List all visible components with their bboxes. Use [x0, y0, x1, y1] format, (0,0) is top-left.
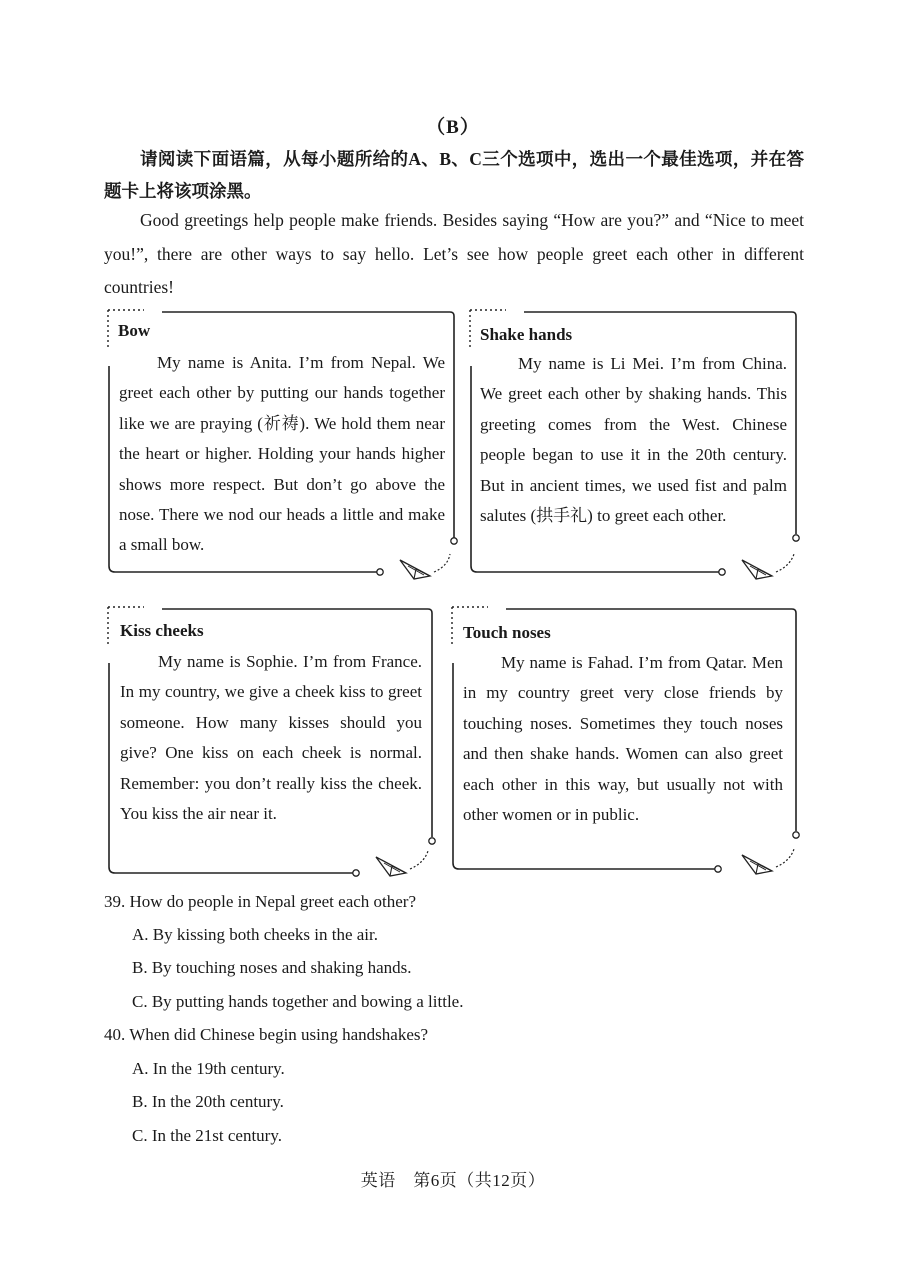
question-40-option-c[interactable]: C. In the 21st century. — [132, 1126, 282, 1145]
card-bow — [104, 308, 464, 586]
page-footer: 英语 第6页（共12页） — [360, 1171, 546, 1190]
card-title: Kiss cheeks — [120, 621, 204, 640]
card-body: My name is Sophie. I’m from France. In my country, we give a cheek kiss to greet someone. How many kisses should you give? One kiss on each cheek is normal. Remember: you don’t really kiss the cheek. You kiss the air near it. — [120, 652, 422, 824]
card-title: Touch noses — [463, 623, 551, 642]
card-touch-noses — [448, 605, 806, 883]
card-body: My name is Anita. I’m from Nepal. We greet each other by putting our hands together like we are praying (祈祷). We hold them near the heart or higher. Holding your hands higher shows more respect. But don’t go above the nose. There we nod our heads a little and make a small bow. — [119, 353, 445, 555]
paper-plane-icon — [742, 849, 794, 874]
card-title: Shake hands — [480, 325, 573, 344]
question-40: 40. When did Chinese begin using handshakes? — [104, 1025, 429, 1044]
paper-plane-icon — [376, 851, 428, 876]
card-body: My name is Fahad. I’m from Qatar. Men in my country greet very close friends by touching noses. Sometimes they touch noses and then shake hands. Women can also greet each other in this way, but usually not with other women or in public. — [463, 653, 783, 825]
intro-paragraph: Good greetings help people make friends. Besides saying “How are you?” and “Nice to meet you!”, there are other ways to say hello. Let’s see how people greet each other in different countries! — [104, 210, 804, 297]
card-kiss-cheeks — [104, 605, 444, 883]
question-39: 39. How do people in Nepal greet each other? — [104, 892, 417, 911]
question-39-option-b[interactable]: B. By touching noses and shaking hands. — [132, 958, 412, 977]
paper-plane-icon — [742, 554, 794, 579]
card-body: My name is Li Mei. I’m from China. We greet each other by shaking hands. This greeting comes from the West. Chinese people began to use it in the 20th century. But in ancient times, we used fist and palm salutes (拱手礼) to greet each other. — [480, 354, 787, 526]
question-40-option-a[interactable]: A. In the 19th century. — [132, 1059, 285, 1078]
card-title: Bow — [118, 321, 151, 340]
question-39-option-a[interactable]: A. By kissing both cheeks in the air. — [132, 925, 379, 944]
question-40-option-b[interactable]: B. In the 20th century. — [132, 1092, 284, 1111]
section-title: （B） — [426, 117, 480, 138]
card-shake-hands — [466, 308, 806, 586]
question-39-option-c[interactable]: C. By putting hands together and bowing a little. — [132, 992, 464, 1011]
instructions: 请阅读下面语篇，从每小题所给的A、B、C三个选项中，选出一个最佳选项，并在答题卡上将该项涂黑。 — [104, 149, 804, 201]
